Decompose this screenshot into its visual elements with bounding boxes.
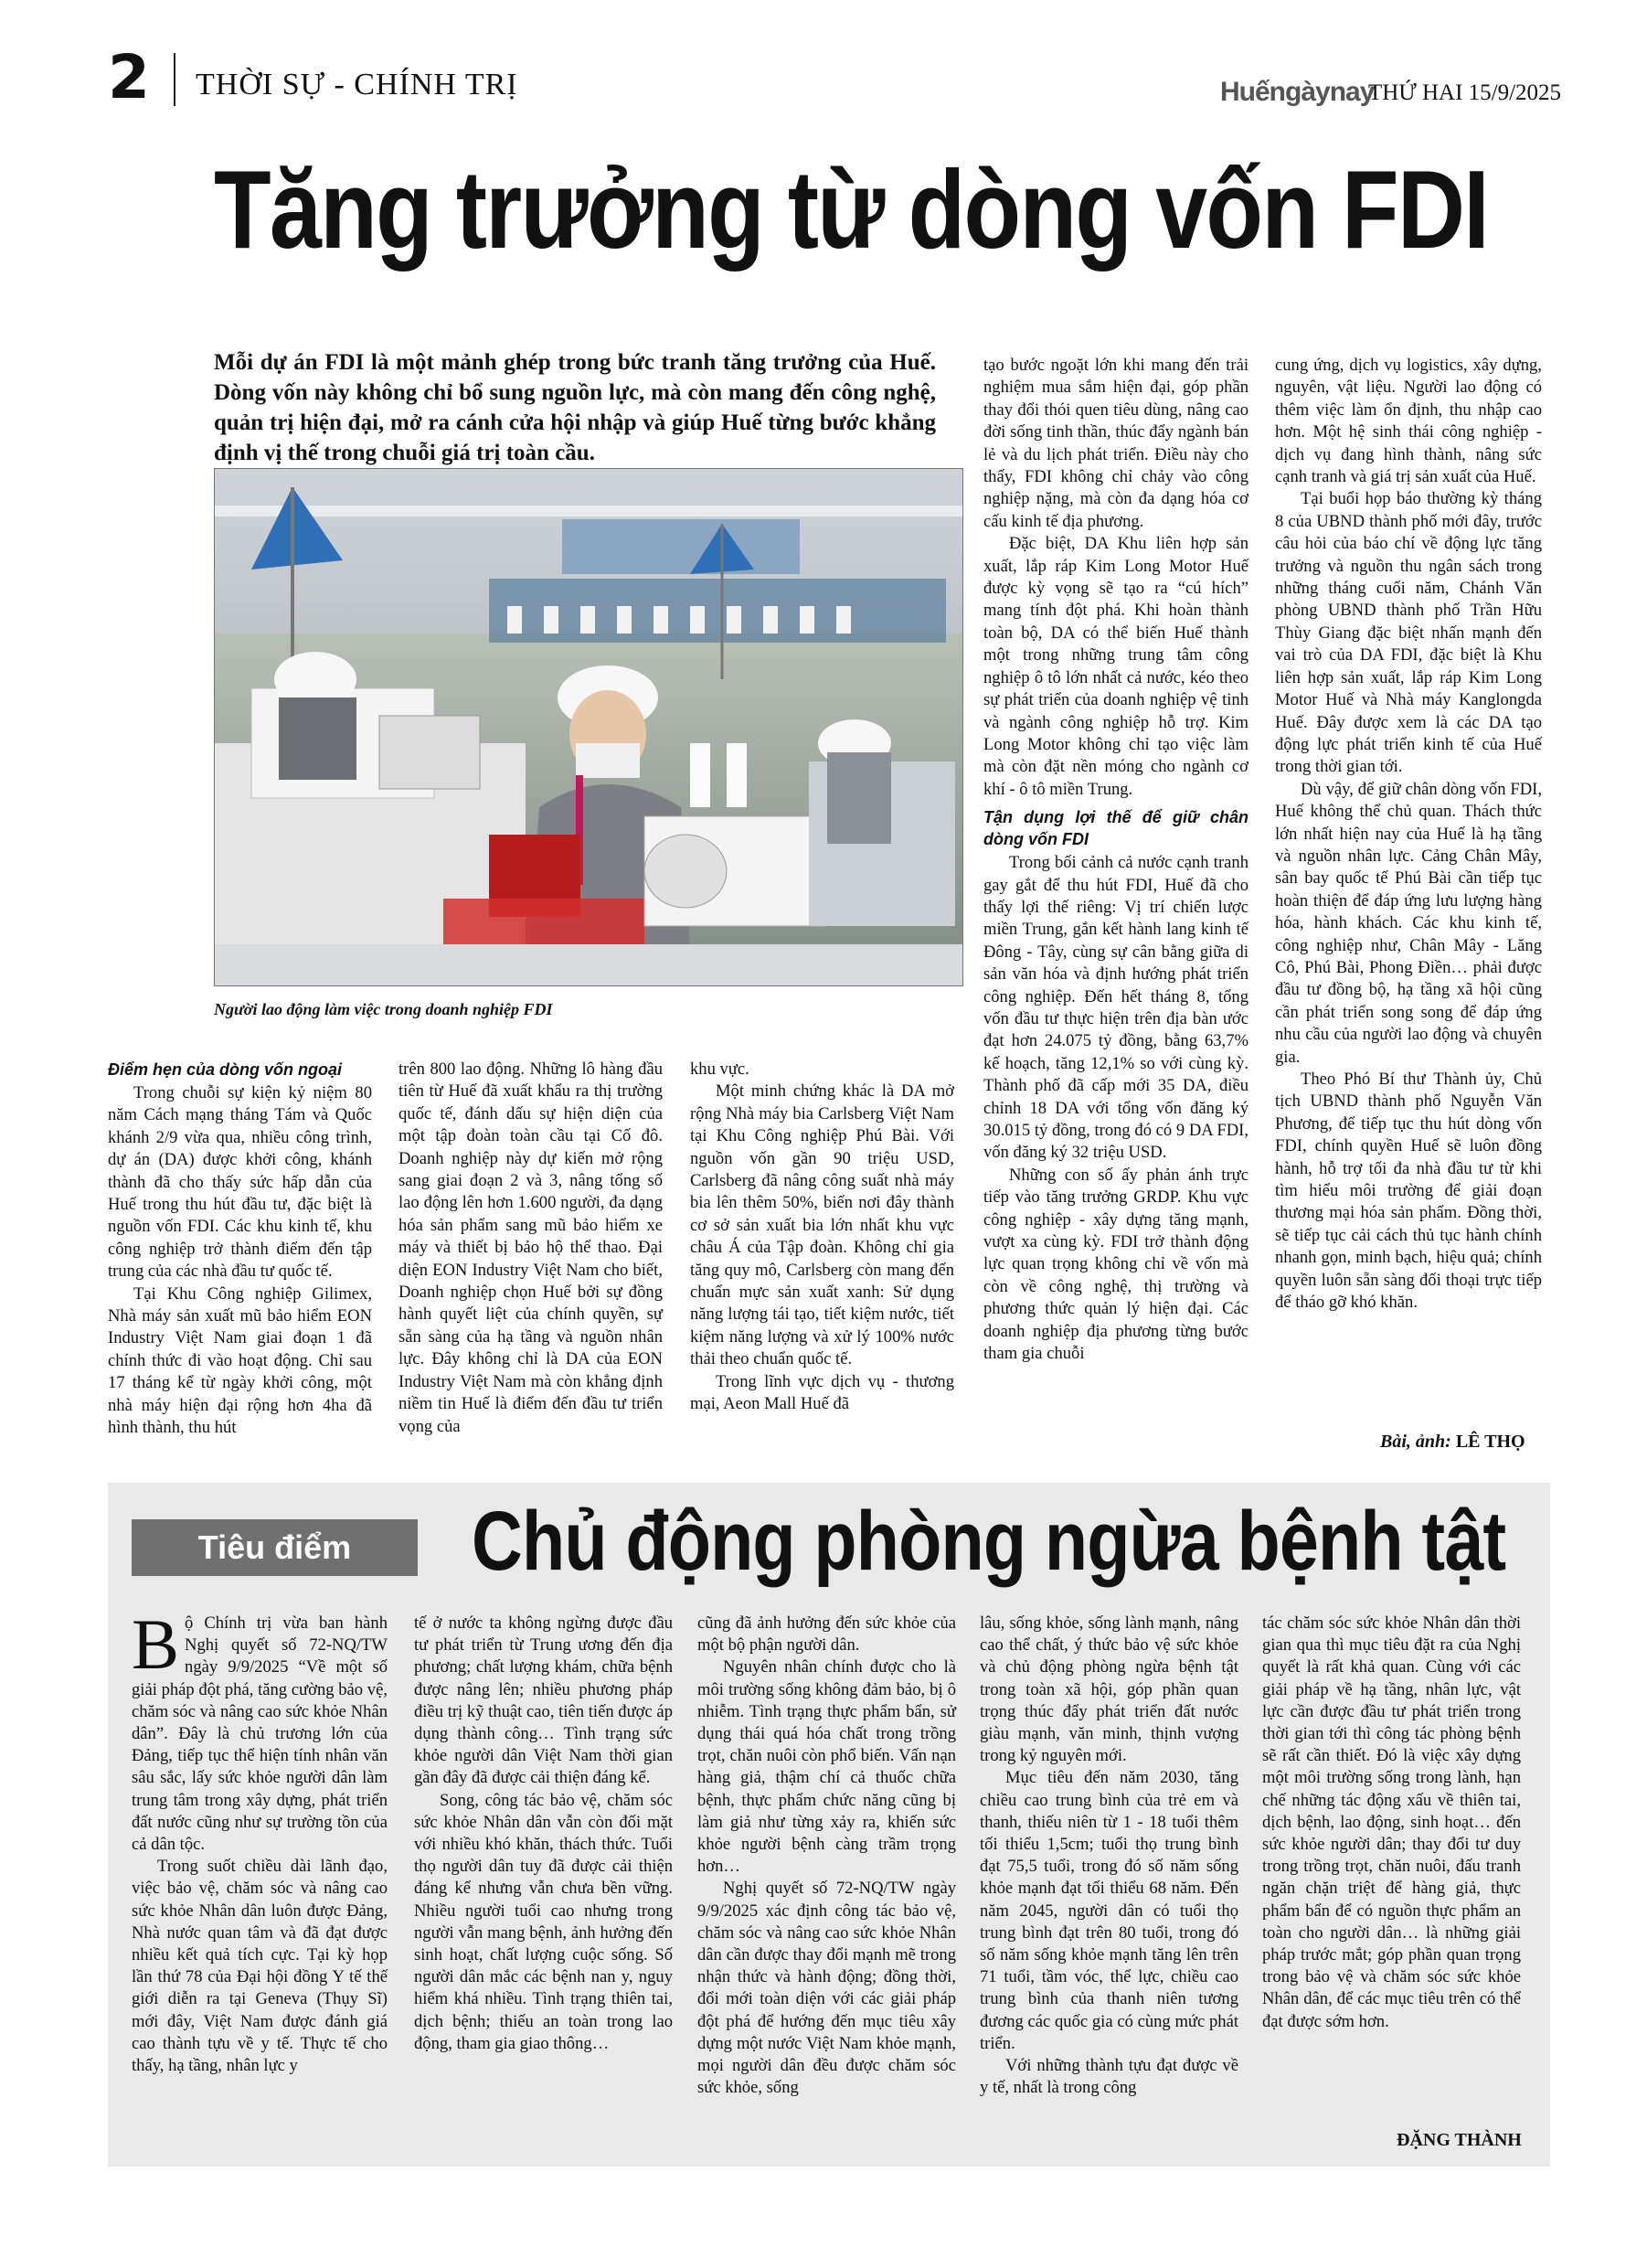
issue-date: THỨ HAI 15/9/2025 xyxy=(1368,80,1562,105)
paragraph: khu vực. xyxy=(690,1059,749,1079)
paragraph: Trong suốt chiều dài lãnh đạo, việc bảo vệ, chăm sóc và nâng cao sức khỏe Nhân dân luôn được Đảng, Nhà nước quan tâm và đã đạt được nhiều kết quả tích cực. Tại kỳ họp lần thứ 78 của Đại hội đồng Y tế thế giới diễn ra tại Geneva (Thụy Sĩ) mới đây, Việt Nam được đánh giá cao thành tựu về y tế. Thực tế cho thấy, hạ tầng, nhân lực y xyxy=(132,1857,388,2076)
paragraph: Theo Phó Bí thư Thành ủy, Chủ tịch UBND thành phố Nguyễn Văn Phương, để tiếp tục thu hút dòng vốn FDI, chính quyền Huế sẽ luôn đồng hành, hỗ trợ tối đa nhà đầu tư từ khi tìm hiểu môi trường để giải đoạn thương mại hóa sản phẩm. Đồng thời, sẽ tiếp tục cải cách thủ tục hành chính nhanh gọn, minh bạch, hiệu quả; chính quyền luôn sẵn sàng đối thoại trực tiếp để tháo gỡ khó khăn. xyxy=(1275,1070,1542,1313)
box-column-4 xyxy=(980,1613,1238,2099)
photo-caption: Người lao động làm việc trong doanh nghiệp FDI xyxy=(214,1000,553,1018)
paragraph-text: ộ Chính trị vừa ban hành Nghị quyết số 72-NQ/TW ngày 9/9/2025 “Về một số giải pháp đột phá, tăng cường bảo vệ, chăm sóc và nâng cao sức khỏe Nhân dân”. Đây là chủ trương lớn của Đảng, tiếp tục thể hiện tính nhân văn sâu sắc, lấy sức khỏe người dân làm trung tâm trong xây dựng, phát triển đất nước cũng như sự trường tồn của cả dân tộc. xyxy=(132,1613,388,1855)
byline-author: LÊ THỌ xyxy=(1455,1432,1525,1452)
page-number: 2 xyxy=(108,42,150,112)
paragraph: Nghị quyết số 72-NQ/TW ngày 9/9/2025 xác định công tác bảo vệ, chăm sóc và nâng cao sức khỏe Nhân dân cần được thay đổi mạnh mẽ trong nhận thức và hành động; đồng thời, đổi mới toàn diện với các giải pháp đột phá để hướng đến mục tiêu xây dựng một nước Việt Nam khỏe mạnh, mọi người dân đều được chăm sóc sức khỏe, sống xyxy=(697,1879,956,2098)
paragraph: Song, công tác bảo vệ, chăm sóc sức khỏe Nhân dân vẫn còn đối mặt với nhiều khó khăn, thách thức. Tuổi thọ người dân tuy đã được cải thiện đáng kể nhưng vẫn chưa bền vững. Nhiều người tuổi cao nhưng trong người vẫn mang bệnh, ảnh hưởng đến sinh hoạt, chất lượng cuộc sống. Số người dân mắc các bệnh nan y, nguy hiểm khá nhiều. Tình trạng thiên tai, dịch bệnh; thiếu an toàn trong lao động, tham gia giao thông… xyxy=(414,1790,673,2053)
paragraph: cung ứng, dịch vụ logistics, xây dựng, nguyên, vật liệu. Người lao động có thêm việc làm ổn định, thu nhập cao hơn. Một hệ sinh thái công nghiệp - dịch vụ đang hình thành, nâng sức cạnh tranh và giá trị sản xuất của Huế. xyxy=(1275,356,1542,487)
article-headline: Tăng trưởng từ dòng vốn FDI xyxy=(214,147,1489,272)
section-title: THỜI SỰ - CHÍNH TRỊ xyxy=(196,68,518,101)
box-column-1 xyxy=(132,1604,388,2077)
paragraph: tác chăm sóc sức khỏe Nhân dân thời gian qua thì mục tiêu đặt ra của Nghị quyết là rất khả quan. Cùng với các giải pháp về hạ tầng, nhân lực, vật lực cần được đầu tư phát triển trong thời gian tới thì công tác phòng bệnh sẽ rất cần thiết. Đó là việc xây dựng một môi trường sống trong lành, hạn chế những tác động xấu về thiên tai, dịch bệnh, lao động, sinh hoạt… đến sức khỏe người dân; thay đổi tư duy trong trồng trọt, chăn nuôi, đấu tranh ngăn chặn triệt để hàng giả, thực phẩm bẩn để có nguồn thực phẩm an toàn cho người dân… là những giải pháp trước mắt; góp phần quan trọng trong bảo vệ và chăm sóc sức khỏe Nhân dân, để các mục tiêu trên có thể đạt được sớm hơn. xyxy=(1262,1613,1521,2031)
box-headline: Chủ động phòng ngừa bệnh tật xyxy=(472,1495,1506,1588)
article-column-1 xyxy=(108,1059,372,1440)
paragraph: Tại Khu Công nghiệp Gilimex, Nhà máy sản xuất mũ bảo hiểm EON Industry Việt Nam giai đoạn 1 đã chính thức đi vào hoạt động. Chỉ sau 17 tháng kể từ ngày khởi công, một nhà máy hiện đại rộng hơn 4ha đã hình thành, thu hút xyxy=(108,1283,372,1438)
paragraph: cũng đã ảnh hưởng đến sức khỏe của một bộ phận người dân. xyxy=(697,1613,956,1656)
paragraph: tế ở nước ta không ngừng được đầu tư phát triển từ Trung ương đến địa phương; chất lượng khám, chữa bệnh được nâng lên; nhiều phương pháp điều trị kỹ thuật cao, tiên tiến được áp dụng thành công… Tình trạng sức khỏe người dân Việt Nam thời gian gần đây đã được cải thiện đáng kể. xyxy=(414,1613,673,1788)
box-column-5 xyxy=(1262,1613,1521,2033)
paragraph: tạo bước ngoặt lớn khi mang đến trải nghiệm mua sắm hiện đại, góp phần thay đổi thói quen tiêu dùng, nâng cao đời sống tinh thần, thúc đẩy ngành bán lẻ và du lịch phát triển. Điều này cho thấy, FDI không chỉ chảy vào công nghiệp nặng, mà còn đa dạng hóa cơ cấu kinh tế địa phương. xyxy=(983,356,1249,531)
paragraph: Trong chuỗi sự kiện kỷ niệm 80 năm Cách mạng tháng Tám và Quốc khánh 2/9 vừa qua, nhiều công trình, dự án (DA) được khởi công, khánh thành đã cho thấy sức hấp dẫn của Huế trong thu hút đầu tư, đặc biệt là nguồn vốn FDI. Các khu kinh tế, khu công nghiệp trở thành điểm đến tập trung của các nhà đầu tư quốc tế. xyxy=(108,1083,372,1282)
paragraph: Đặc biệt, DA Khu liên hợp sản xuất, lắp ráp Kim Long Motor Huế được kỳ vọng sẽ tạo ra “cú hích” mang tính đột phá. Khi hoàn thành toàn bộ, DA có thể biến Huế thành một trong những trung tâm công nghiệp ô tô lớn nhất cả nước, kéo theo sự phát triển của doanh nghiệp vệ tinh và ngành công nghiệp hỗ trợ. Kim Long Motor không chỉ tạo việc làm mà còn đặt nền móng cho ngành cơ khí - ô tô miền Trung. xyxy=(983,534,1249,799)
subheading: Tận dụng lợi thế để giữ chân dòng vốn FDI xyxy=(983,808,1249,849)
box-column-3 xyxy=(697,1613,956,2099)
box-column-2 xyxy=(414,1613,673,2055)
article-column-5 xyxy=(1275,355,1542,1314)
paragraph: Nguyên nhân chính được cho là môi trường sống không đảm bảo, bị ô nhiễm. Tình trạng thực phẩm bẩn, sử dụng thái quá hóa chất trong trồng trọt, chăn nuôi còn phổ biến. Vấn nạn hàng giả, thậm chí cả thuốc chữa bệnh, thực phẩm chức năng cũng bị làm giả như từng xảy ra, khiến sức khỏe người bệnh càng trầm trọng hơn… xyxy=(697,1657,956,1877)
header-divider xyxy=(174,53,175,106)
box-byline: ĐẶNG THÀNH xyxy=(1397,2130,1522,2150)
paragraph: Mục tiêu đến năm 2030, tăng chiều cao trung bình của trẻ em và thanh, thiếu niên từ 1 - 18 tuổi thêm tối thiểu 1,5cm; tuổi thọ trung bình đạt 75,5 tuổi, trong đó số năm sống khỏe mạnh đạt tối thiểu 68 năm. Đến năm 2045, người dân có tuổi thọ trung bình đạt trên 80 tuổi, trong đó số năm sống khỏe mạnh tăng lên trên 71 tuổi, tầm vóc, thể lực, chiều cao trung bình của thanh niên tương đương các quốc gia có cùng mức phát triển. xyxy=(980,1768,1238,2053)
factory-photo xyxy=(214,468,963,986)
paragraph: Tại buổi họp báo thường kỳ tháng 8 của UBND thành phố mới đây, trước câu hỏi của báo chí về động lực tăng trưởng và nguồn thu ngân sách trong những tháng cuối năm, Chánh Văn phòng UBND thành phố Trần Hữu Thùy Giang đặc biệt nhấn mạnh đến vai trò của DA FDI, đặc biệt là Khu liên hợp sản xuất, lắp ráp Kim Long Motor Huế và Nhà máy Kanglongda Huế. Đây được xem là các DA tạo động lực phát triển kinh tế của Huế trong thời gian tới. xyxy=(1275,489,1542,777)
paragraph xyxy=(132,1604,388,1856)
drop-cap: B xyxy=(132,1604,180,1684)
article-byline xyxy=(1380,1432,1525,1453)
paragraph: trên 800 lao động. Những lô hàng đầu tiên từ Huế đã xuất khẩu ra thị trường quốc tế, đánh dấu sự hiện diện của một tập đoàn toàn cầu tại Cố đô. Doanh nghiệp này dự kiến mở rộng sang giai đoạn 2 và 3, nâng tổng số lao động lên hơn 1.600 người, đa dạng hóa sản phẩm sang mũ bảo hiểm xe máy và thiết bị bảo hộ thể thao. Đại diện EON Industry Việt Nam cho biết, Doanh nghiệp chọn Huế bởi sự đồng hành quyết liệt của chính quyền, sự sẵn sàng của hạ tầng và nguồn nhân lực. Đây không chỉ là DA của EON Industry Việt Nam mà còn khẳng định niềm tin Huế là điểm đến đầu tư triển vọng của xyxy=(398,1059,663,1436)
article-column-4 xyxy=(983,355,1249,1365)
paragraph: Một minh chứng khác là DA mở rộng Nhà máy bia Carlsberg Việt Nam tại Khu Công nghiệp Phú Bài. Với nguồn vốn gần 90 triệu USD, Carlsberg đã nâng công suất nhà máy bia lên thêm 50%, biến nơi đây thành cơ sở sản xuất bia lớn nhất khu vực châu Á của Tập đoàn. Không chỉ gia tăng quy mô, Carlsberg còn mang đến chuẩn mực sản xuất xanh: Sử dụng năng lượng tái tạo, tiết kiệm nước, tiết kiệm năng lượng và xử lý 100% nước thải theo chuẩn quốc tế. xyxy=(690,1081,954,1369)
article-column-2 xyxy=(398,1059,663,1438)
paragraph: Trong lĩnh vực dịch vụ - thương mại, Aeon Mall Huế đã xyxy=(690,1371,954,1414)
article-column-3 xyxy=(690,1059,954,1416)
section-tag: Tiêu điểm xyxy=(132,1519,418,1576)
paragraph: Dù vậy, để giữ chân dòng vốn FDI, Huế không thể chủ quan. Thách thức lớn nhất hiện nay của Huế là hạ tầng và nguồn nhân lực. Cảng Chân Mây, sân bay quốc tế Phú Bài cần tiếp tục hoàn thiện để đáp ứng lưu lượng hàng hóa, hành khách. Các khu kinh tế, công nghiệp như, Chân Mây - Lăng Cô, Phú Bài, Phong Điền… phải được đầu tư đồng bộ, hạ tầng xã hội cũng cần phát triển song song để đáp ứng nhu cầu của người lao động và chuyên gia. xyxy=(1275,779,1542,1067)
paragraph: Những con số ấy phản ánh trực tiếp vào tăng trưởng GRDP. Khu vực công nghiệp - xây dựng tăng mạnh, vượt xa cùng kỳ. FDI trở thành động lực quan trọng không chỉ về vốn mà còn về công nghệ, thị trường và phương thức quản lý hiện đại. Các doanh nghiệp địa phương từng bước tham gia chuỗi xyxy=(983,1165,1249,1364)
masthead-logo: Huếngàynay xyxy=(1220,77,1375,107)
subheading: Điểm hẹn của dòng vốn ngoại xyxy=(108,1060,343,1079)
article-lead: Mỗi dự án FDI là một mảnh ghép trong bức tranh tăng trưởng của Huế. Dòng vốn này không chỉ bổ sung nguồn lực, mà còn mang đến công nghệ, quản trị hiện đại, mở ra cánh cửa hội nhập và giúp Huế từng bước khẳng định vị thế trong chuỗi giá trị toàn cầu. xyxy=(214,350,936,465)
paragraph: Với những thành tựu đạt được về y tế, nhất là trong công xyxy=(980,2056,1238,2098)
paragraph: Trong bối cảnh cả nước cạnh tranh gay gắt để thu hút FDI, Huế đã cho thấy lợi thế riêng: Vị trí chiến lược miền Trung, gắn kết hành lang kinh tế Đông - Tây, cùng sự cân bằng giữa di sản văn hóa và định hướng phát triển công nghiệp. Đến hết tháng 8, tổng vốn đầu tư thực hiện trên địa bàn ước đạt hơn 24.075 tỷ đồng, bằng 63,7% kế hoạch, tăng 12,1% so với cùng kỳ. Thành phố đã cấp mới 35 DA, điều chỉnh 18 DA với tổng vốn đăng ký 30.015 tỷ đồng, trong đó có 9 DA FDI, vốn đăng ký 32 triệu USD. xyxy=(983,853,1249,1163)
paragraph: lâu, sống khỏe, sống lành mạnh, nâng cao thể chất, ý thức bảo vệ sức khỏe và chủ động phòng ngừa bệnh tật trong toàn xã hội, góp phần quan trọng thúc đẩy phát triển đất nước giàu mạnh, văn minh, thịnh vượng trong kỷ nguyên mới. xyxy=(980,1613,1238,1766)
byline-label: Bài, ảnh: xyxy=(1380,1432,1451,1452)
